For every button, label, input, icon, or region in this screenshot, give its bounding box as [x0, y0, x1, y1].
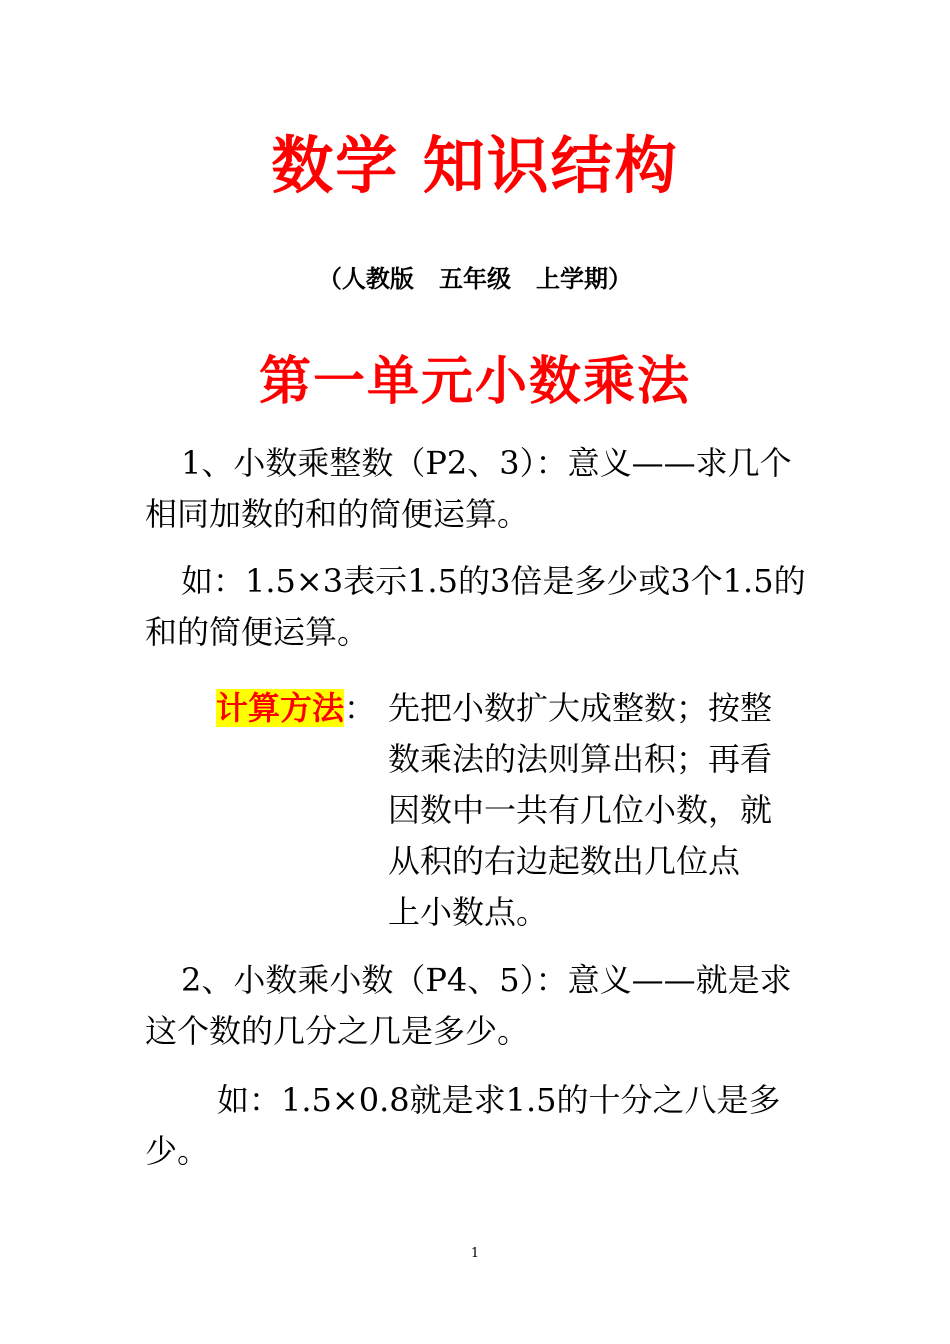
- document-subtitle: （人教版 五年级 上学期）: [317, 265, 633, 293]
- paragraph-example-2: 如：1.5×0.8就是求1.5的十分之八是多少。: [145, 1081, 781, 1170]
- document-title: 数学 知识结构: [271, 129, 679, 202]
- page-number: 1: [470, 1246, 480, 1261]
- method-line: 先把小数扩大成整数；按整: [388, 689, 773, 727]
- method-line: 从积的右边起数出几位点: [388, 842, 741, 880]
- method-line: 上小数点。: [388, 893, 549, 931]
- calculation-method-body: [388, 683, 816, 938]
- unit-title: 第一单元小数乘法: [258, 352, 691, 412]
- paragraph-multiply-integer: 1、小数乘整数（P2、3）：意义——求几个相同加数的和的简便运算。: [145, 444, 792, 533]
- calculation-method-label-row: [216, 683, 376, 734]
- paragraph-multiply-decimal: 2、小数乘小数（P4、5）：意义——就是求这个数的几分之几是多少。: [145, 961, 792, 1050]
- method-line: 因数中一共有几位小数，就: [388, 791, 773, 829]
- method-line: 数乘法的法则算出积；再看: [388, 740, 773, 778]
- calculation-method-colon: ：: [344, 689, 377, 727]
- calculation-method-label: 计算方法: [216, 689, 345, 727]
- paragraph-example-1: 如：1.5×3表示1.5的3倍是多少或3个1.5的和的简便运算。: [145, 562, 806, 651]
